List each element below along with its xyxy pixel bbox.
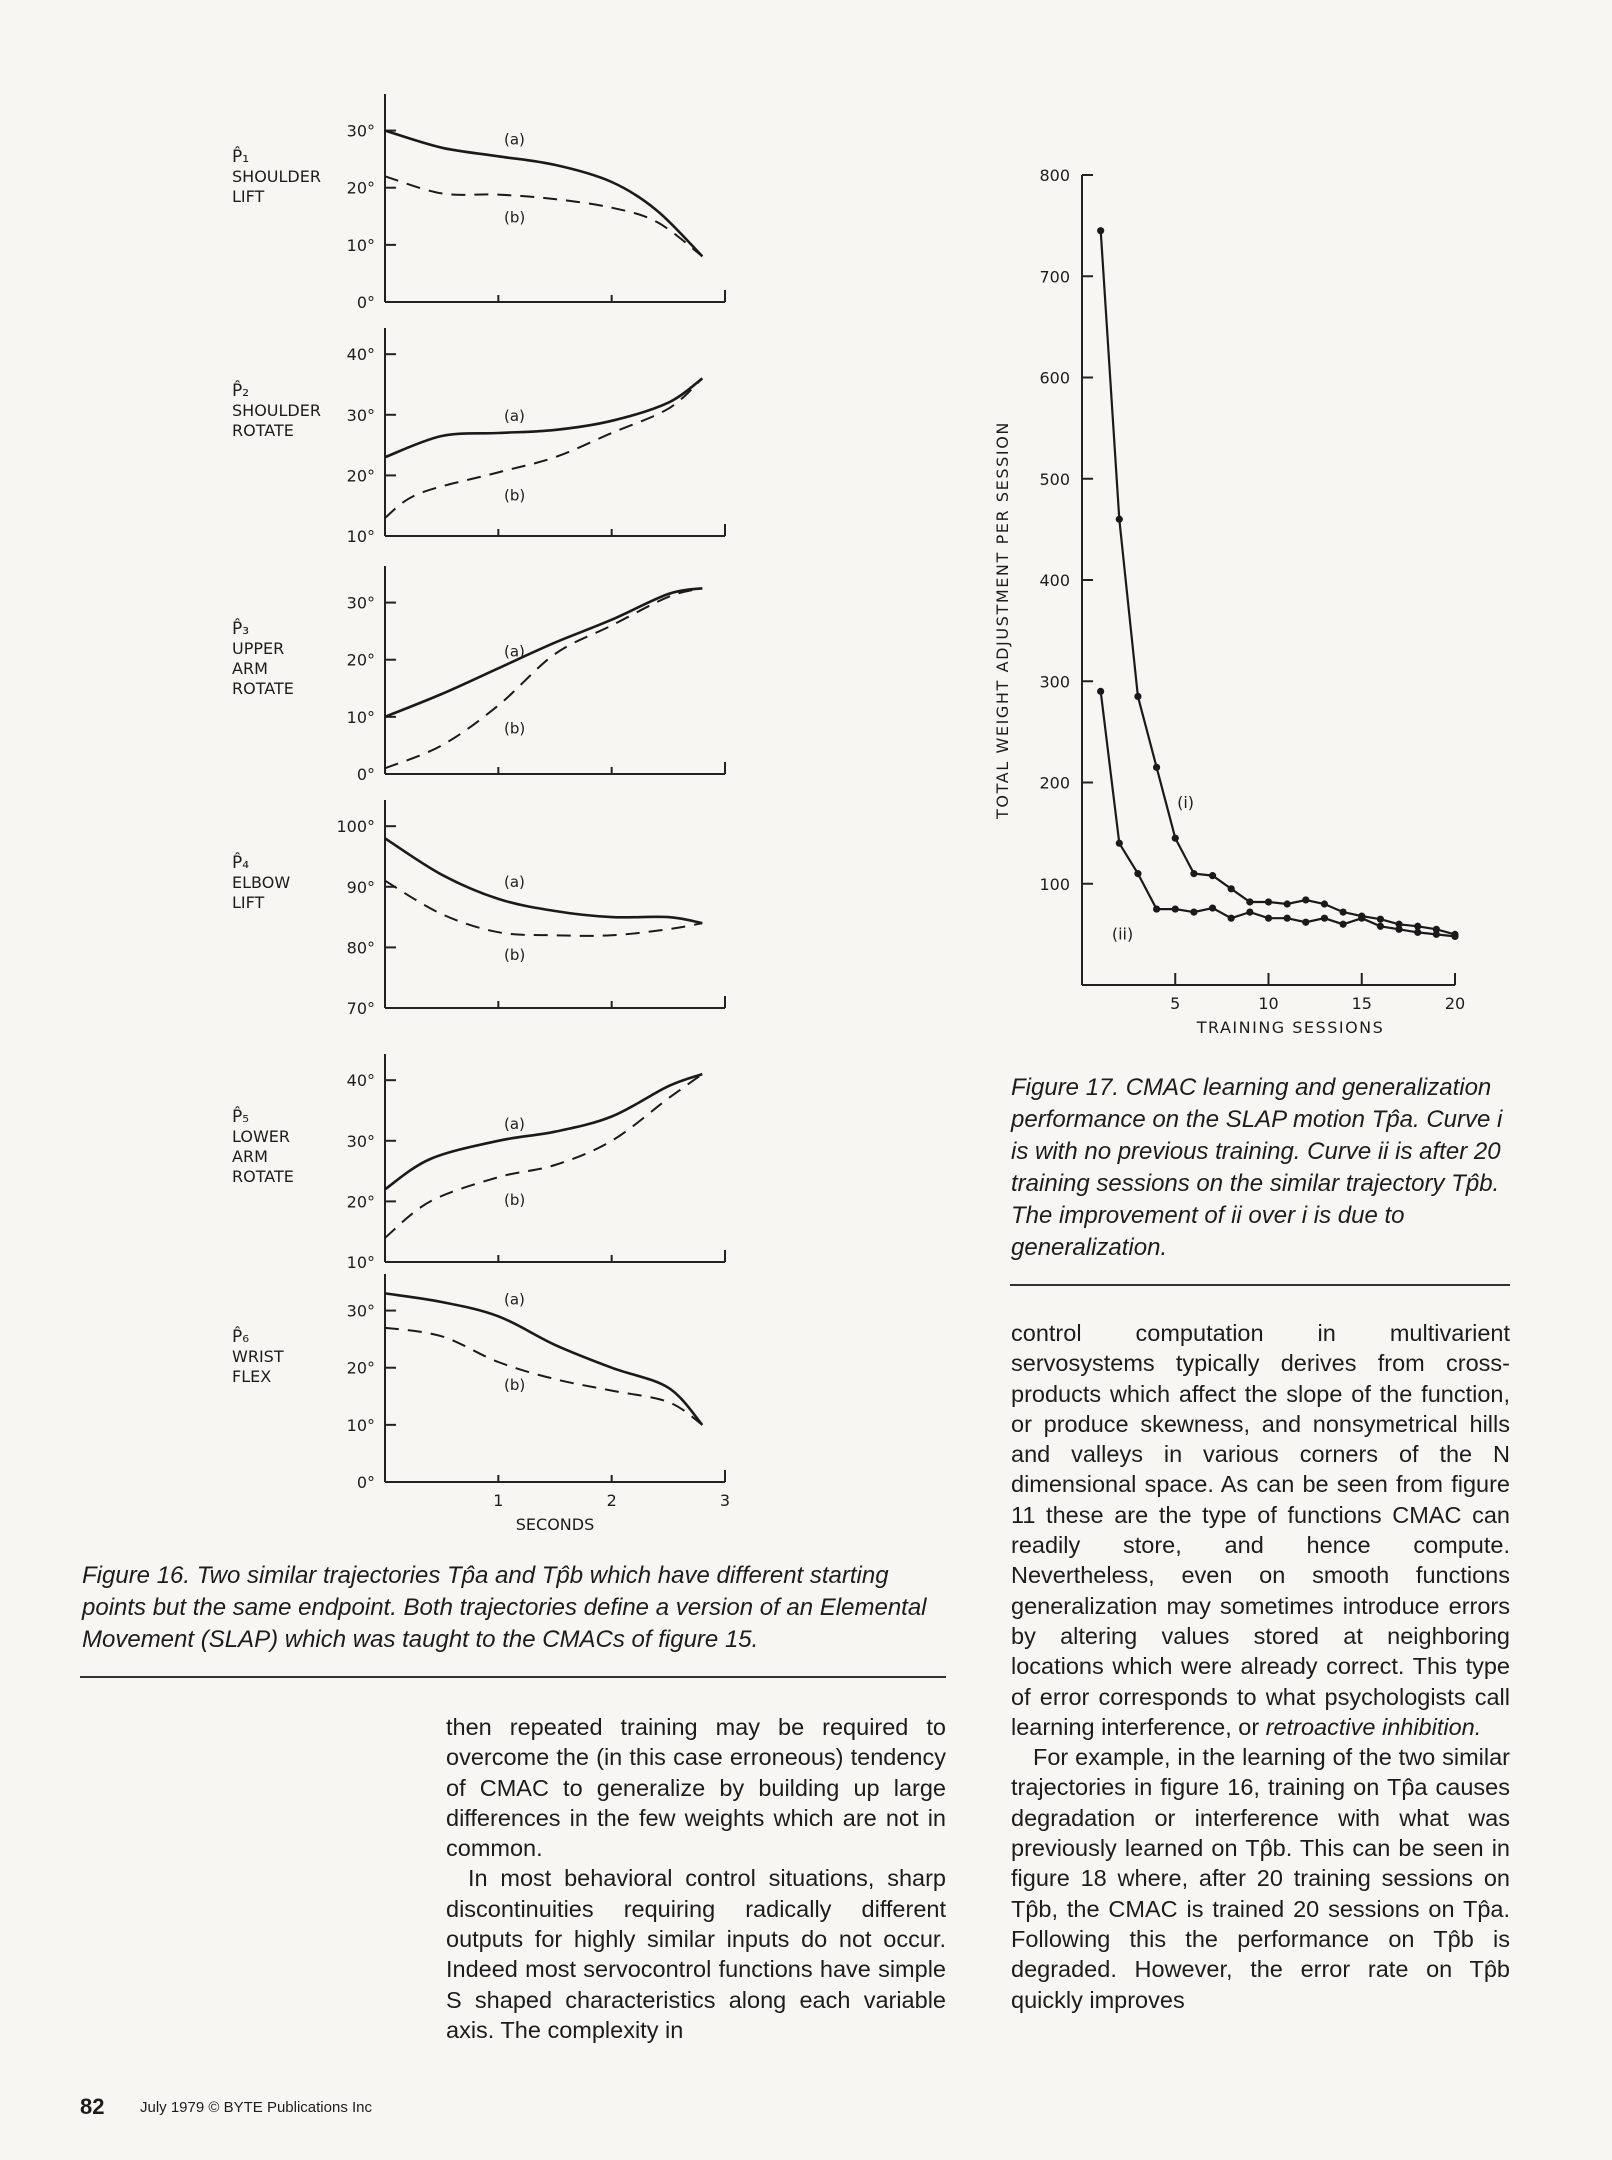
y-tick-label: 20°	[346, 178, 375, 198]
data-point	[1321, 900, 1328, 907]
y-tick-label: 30°	[346, 121, 375, 141]
joint-name: ARM	[232, 659, 268, 678]
series-label: (ii)	[1111, 924, 1134, 944]
y-tick-label: 20°	[346, 1192, 375, 1212]
panel-2	[232, 328, 725, 546]
curve-a-label: (a)	[504, 130, 525, 149]
y-tick-label: 80°	[346, 938, 375, 958]
data-point	[1116, 840, 1123, 847]
y-tick-label: 30°	[346, 1131, 375, 1151]
y-tick-label: 70°	[346, 999, 375, 1018]
y-tick-label: 20°	[346, 466, 375, 486]
data-point	[1358, 915, 1365, 922]
panel-3	[232, 566, 725, 784]
training-chart	[993, 166, 1465, 1037]
joint-symbol: P̂₄	[232, 853, 250, 873]
x-axis-label: SECONDS	[515, 1515, 595, 1534]
paragraph	[1011, 1318, 1510, 1742]
y-tick-label: 100	[1039, 874, 1070, 894]
y-tick-label: 10°	[346, 1415, 375, 1435]
data-point	[1190, 909, 1197, 916]
y-tick-label: 300	[1039, 672, 1070, 692]
curve-a-label: (a)	[504, 1114, 525, 1133]
joint-name: ELBOW	[232, 873, 291, 892]
data-point	[1340, 921, 1347, 928]
paragraph: In most behavioral control situations, sharp discontinuities requiring radically different outputs for highly similar inputs do not occur. Indeed most servocontrol functions have simple S shaped characteristics along each variable axis. The complexity in	[446, 1865, 946, 2043]
data-point	[1228, 885, 1235, 892]
data-point	[1172, 905, 1179, 912]
curve-a-label: (a)	[504, 1290, 525, 1309]
series-label: (i)	[1177, 792, 1195, 812]
data-point	[1228, 915, 1235, 922]
paragraph-text: control computation in multivarient servosystems typically derives from cross-products which affect the slope of the function, or produce skewness, and nonsymetrical hills and valleys in various corners of the N dimensional space. As can be seen from figure 11 these are the type of functions CMAC can readily store, and hence compute. Nevertheless, even on smooth functions generalization may sometimes introduce errors by altering values stored at neighboring locations which were already correct. This type of error corresponds to what psychologists call learning interference, or	[1011, 1320, 1510, 1740]
footer-credit: July 1979 © BYTE Publications Inc	[140, 2099, 373, 2116]
data-point	[1377, 923, 1384, 930]
curve-a	[385, 378, 702, 457]
italic-term: retroactive inhibition.	[1265, 1713, 1482, 1740]
x-tick-label: 1	[493, 1491, 504, 1510]
figure-16-caption: Figure 16. Two similar trajectories Tp̂a and Tp̂b which have different starting points but the same endpoint. Both trajectories define a version of an Elemental Movement (SLAP) which was taught to the CMACs of figure 15.	[82, 1562, 927, 1653]
joint-symbol: P̂₅	[232, 1107, 250, 1127]
data-point	[1302, 896, 1309, 903]
y-tick-label: 40°	[346, 345, 375, 365]
y-tick-label: 600	[1039, 368, 1070, 388]
panel-4	[232, 800, 725, 1018]
y-tick-label: 20°	[346, 650, 375, 670]
joint-symbol: P̂₂	[232, 381, 250, 401]
joint-name: ROTATE	[232, 1167, 294, 1186]
joint-symbol: P̂₁	[232, 147, 250, 167]
figure-16	[0, 0, 980, 1560]
joint-symbol: P̂₆	[232, 1327, 250, 1347]
data-point	[1451, 933, 1458, 940]
x-axis-label: TRAINING SESSIONS	[1196, 1018, 1385, 1037]
curve-b-label: (b)	[504, 719, 526, 738]
series-line	[1101, 691, 1455, 936]
y-tick-label: 90°	[346, 877, 375, 897]
y-tick-label: 0°	[356, 1473, 375, 1492]
y-tick-label: 0°	[356, 765, 375, 784]
y-tick-label: 20°	[346, 1358, 375, 1378]
curve-b-label: (b)	[504, 1191, 526, 1210]
data-point	[1377, 916, 1384, 923]
curve-b-label: (b)	[504, 1376, 526, 1394]
x-tick-label: 5	[1170, 994, 1181, 1013]
joint-symbol: P̂₃	[232, 619, 250, 639]
data-point	[1340, 909, 1347, 916]
curve-a-label: (a)	[504, 406, 525, 425]
joint-name: SHOULDER	[232, 167, 321, 186]
x-tick-label: 3	[719, 1491, 731, 1510]
joint-name: ROTATE	[232, 679, 294, 698]
panel-5	[232, 1054, 725, 1272]
data-point	[1284, 915, 1291, 922]
curve-b	[385, 1074, 702, 1238]
paragraph: For example, in the learning of the two similar trajectories in figure 16, training on Tp̂a causes degradation or interference with what was previously learned on Tp̂b. This can be seen in figure 18 where, after 20 training sessions on Tp̂b, the CMAC is trained 20 sessions on Tp̂a. Following this the performance on Tp̂b is degraded. However, the error rate on Tp̂b quickly improves	[1011, 1744, 1510, 2013]
data-point	[1265, 898, 1272, 905]
data-point	[1172, 835, 1179, 842]
x-tick-label: 10	[1258, 994, 1279, 1013]
joint-name: WRIST	[232, 1347, 284, 1366]
data-point	[1246, 898, 1253, 905]
right-column-text	[1011, 1318, 1510, 2015]
joint-name: UPPER	[232, 639, 285, 658]
joint-name: ARM	[232, 1147, 268, 1166]
data-point	[1302, 919, 1309, 926]
data-point	[1134, 693, 1141, 700]
panel-1	[232, 94, 725, 312]
y-tick-label: 40°	[346, 1071, 375, 1091]
data-point	[1284, 900, 1291, 907]
panel-6	[232, 1274, 730, 1534]
y-tick-label: 700	[1039, 267, 1070, 287]
joint-name: LOWER	[232, 1127, 290, 1146]
joint-name: LIFT	[232, 893, 265, 912]
curve-b	[385, 588, 702, 768]
curve-a-label: (a)	[504, 642, 525, 661]
y-tick-label: 200	[1039, 773, 1070, 793]
curve-a	[385, 1293, 702, 1425]
y-tick-label: 10°	[346, 707, 375, 727]
y-tick-label: 800	[1039, 166, 1070, 185]
curve-b-label: (b)	[504, 946, 526, 965]
y-tick-label: 10°	[346, 1253, 375, 1272]
x-tick-label: 2	[606, 1491, 617, 1510]
data-point	[1414, 929, 1421, 936]
y-tick-label: 30°	[346, 405, 375, 425]
y-tick-label: 10°	[346, 527, 375, 546]
curve-a	[385, 131, 702, 257]
curve-b	[385, 1328, 702, 1425]
middle-column-text	[446, 1712, 946, 2045]
figure-17-chart	[980, 0, 1612, 1060]
data-point	[1395, 926, 1402, 933]
figure-16-rule	[80, 1676, 946, 1678]
y-tick-label: 0°	[356, 293, 375, 312]
y-tick-label: 10°	[346, 235, 375, 255]
data-point	[1134, 870, 1141, 877]
paragraph: then repeated training may be required to overcome the (in this case erroneous) tendency of CMAC to generalize by building up large differences in the few weights which are not in common.	[446, 1714, 946, 1862]
joint-name: FLEX	[232, 1367, 272, 1386]
curve-a	[385, 588, 702, 717]
y-tick-label: 30°	[346, 1301, 375, 1321]
data-point	[1153, 905, 1160, 912]
figure-17	[980, 0, 1612, 1060]
figure-16-chart	[0, 0, 980, 1560]
curve-b-label: (b)	[504, 486, 526, 505]
y-tick-label: 400	[1039, 571, 1070, 590]
joint-name: SHOULDER	[232, 401, 321, 420]
data-point	[1265, 915, 1272, 922]
x-tick-label: 20	[1444, 994, 1466, 1013]
x-tick-label: 15	[1351, 994, 1372, 1013]
data-point	[1209, 872, 1216, 879]
curve-a	[385, 1074, 702, 1189]
data-point	[1116, 516, 1123, 523]
page-number: 82	[80, 2094, 105, 2119]
joint-name: LIFT	[232, 187, 265, 206]
joint-name: ROTATE	[232, 421, 294, 440]
data-point	[1321, 915, 1328, 922]
y-axis-label: TOTAL WEIGHT ADJUSTMENT PER SESSION	[993, 421, 1012, 819]
data-point	[1190, 870, 1197, 877]
curve-b	[385, 378, 702, 517]
figure-17-rule	[1010, 1284, 1510, 1286]
data-point	[1246, 909, 1253, 916]
y-tick-label: 30°	[346, 593, 375, 613]
curve-a-label: (a)	[504, 872, 525, 891]
data-point	[1209, 904, 1216, 911]
data-point	[1097, 688, 1104, 695]
y-tick-label: 100°	[336, 817, 375, 837]
curve-b	[385, 176, 702, 256]
y-tick-label: 500	[1039, 469, 1070, 489]
series-line	[1101, 231, 1455, 935]
curve-b-label: (b)	[504, 208, 526, 227]
figure-17-caption: Figure 17. CMAC learning and generalization performance on the SLAP motion Tp̂a. Curve i is with no previous training. Curve ii is after 20 training sessions on the similar trajectory Tp̂b. The improvement of ii over i is due to generalization.	[1011, 1074, 1503, 1261]
data-point	[1433, 931, 1440, 938]
data-point	[1153, 764, 1160, 771]
data-point	[1097, 227, 1104, 234]
